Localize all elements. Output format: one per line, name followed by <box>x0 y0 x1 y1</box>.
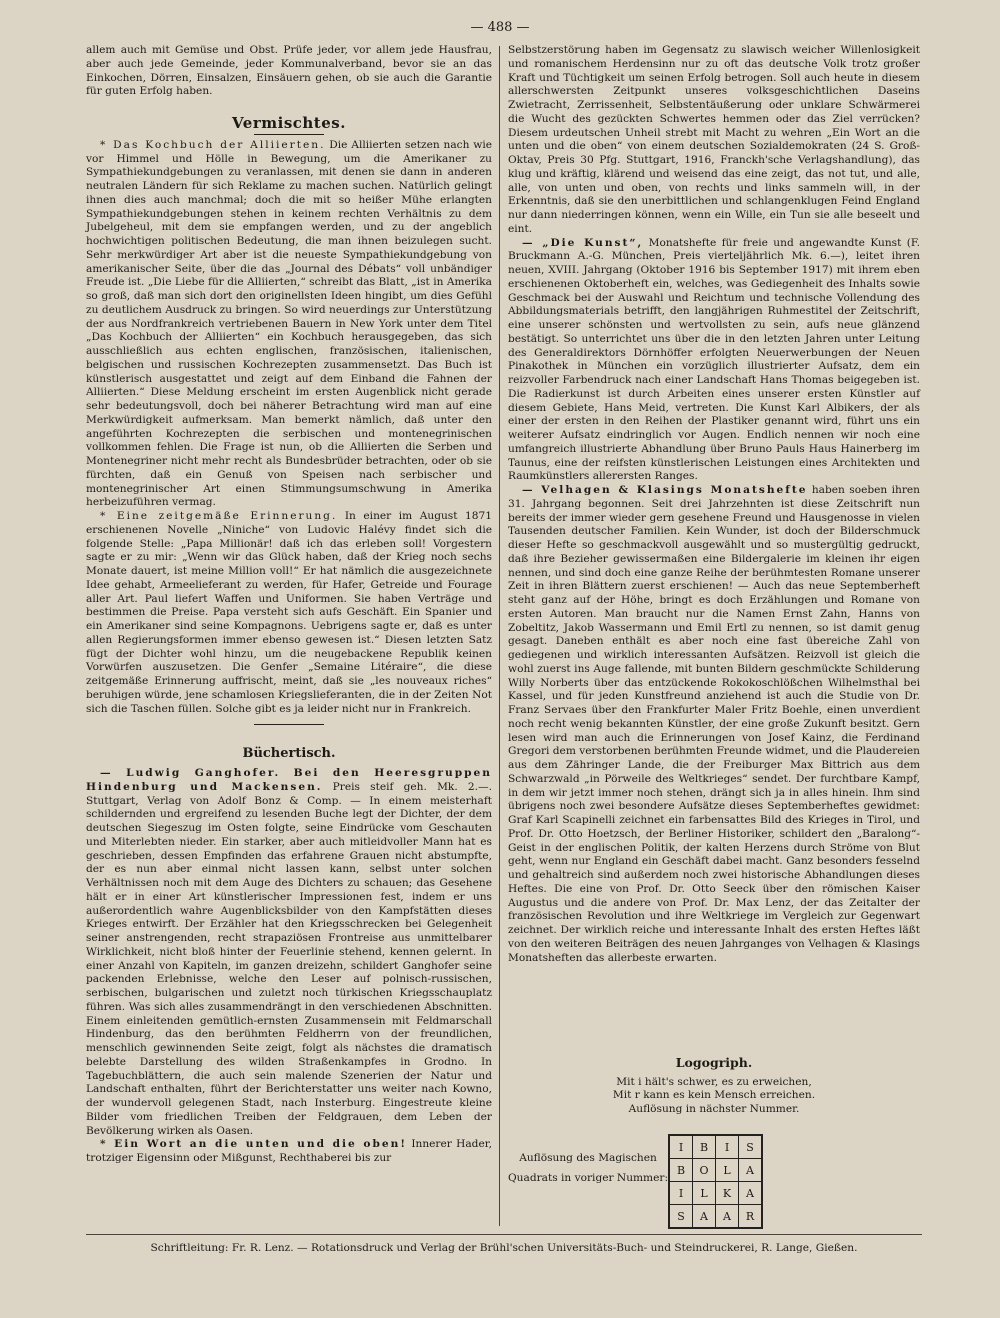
logogriph-title: Logogriph. <box>675 1055 753 1070</box>
magic-square-cell: B <box>669 1159 693 1182</box>
magic-square-cell: O <box>693 1159 716 1182</box>
article-cookbook <box>86 139 492 510</box>
magic-square-cell: I <box>669 1182 693 1205</box>
review-ganghofer-lead: — Ludwig Ganghofer. Bei den Heeresgruppen Hindenburg und Mackensen. <box>86 767 492 793</box>
magic-square-cell: L <box>693 1182 716 1205</box>
magic-square-row <box>669 1159 762 1182</box>
magic-square-row <box>669 1182 762 1205</box>
review-wort-continued: Selbstzerstörung haben im Gegensatz zu slawisch weicher Willenlosigkeit und romanischem Herdensinn nur zu oft das deutsche Volk trotz großer Kraft und Tüchtigkeit um seinen Erfolg betrogen. Soll auch heute in diesem allerschwersten Zeitpunkt unseres volksgeschichtlichen Daseins Zwietracht, Zerrissenheit, Selbstentäußerung oder unklare Schwärmerei die Wucht des gezückten Schwertes hemmen oder das Ziel verrücken? Diesem urdeutschen Unheil strebt mit Macht zu wehren „Ein Wort an die unten und die oben“ von einem deutschen Sozialdemokraten (24 S. Groß-Oktav, Preis 30 Pfg. Stuttgart, 1916, Franckh'sche Verlagshandlung), das klug und kräftig, klärend und weisend das eine zeigt, das not tut, und alle, alle, von unten und oben, von rechts und links sammeln will, in der Erkenntnis, daß sie den unerbittlichen und schlangenklugen Feind England nur dann niederringen können, wenn ein Wille, ein Tun sie alle beseelt und eint. <box>508 44 920 235</box>
magic-square-cell: A <box>716 1205 739 1229</box>
footer-rule <box>86 1234 922 1235</box>
logogriph-line-1: Mit i hält's schwer, es zu erweichen, <box>616 1075 812 1088</box>
magic-square-cell: A <box>739 1182 763 1205</box>
right-column <box>508 44 920 965</box>
article-reminder <box>86 510 492 716</box>
section-heading-books: Büchertisch. <box>242 746 336 762</box>
review-kunst-lead: — „Die Kunst“, <box>522 236 644 249</box>
logogriph-box <box>508 1056 920 1116</box>
review-velhagen-text: haben soeben ihren 31. Jahrgang begonnen. Seit drei Jahrzehnten ist diese Zeitschrift nun bereits der immer wieder gern gesehene Freund und Hausgenosse in vielen Tausenden deutscher Familien. Kein Wunder, ist doch der Bilderschmuck dieser Hefte so geschmackvoll ausgewählt und so mustergültig gedruckt, daß ihre Bezieher gewissermaßen eine Bildergalerie im kleinen ihr eigen nennen, und sind doch eine ganze Reihe der berühmtesten Romane unserer Zeit in ihren Blättern zuerst erschienen! — Auch das neue Septemberheft steht ganz auf der Höhe, bringt es doch Erzählungen und Romane von ersten Autoren. Man braucht nur die Namen Ernst Zahn, Hanns von Zobeltitz, Jakob Wassermann und Emil Ertl zu nennen, so ist damit genug gesagt. Daneben enthält es aber noch eine fast übereiche Zahl von gediegenen und wirklich interessanten Aufsätzen. Reizvoll ist gleich die wohl zuerst ins Auge fallende, mit bunten Bildern geschmückte Schilderung Willy Norberts über das entzückende Rokokoschlößchen Wilhelmsthal bei Kassel, und für jeden Kunstfreund anziehend ist auch die Studie von Dr. Franz Servaes über den Frankfurter Maler Fritz Boehle, einen unverdient noch recht wenig bekannten Künstler, der eine große Zukunft besitzt. Gern lesen wird man auch die Erinnerungen von Josef Kainz, die Ferdinand Gregori dem verstorbenen berühmten Freunde widmet, und die Plaudereien aus dem Zähringer Lande, die der Freiburger Max Bittrich aus dem Schwarzwald „in Pörweile des Weltkrieges“ sendet. Der furchtbare Kampf, in dem wir jetzt immer noch stehen, drängt sich ja in alles hinein. Ihm sind übrigens noch zwei besondere Aufsätze dieses Septemberheftes gewidmet: Graf Karl Scapinelli zeichnet ein farbensattes Bild des Krieges in Tirol, und Prof. Dr. Otto Hoetzsch, der Berliner Historiker, schildert den „Baralong“-Geist in der englischen Politik, der kalten Herzens durch Ströme von Blut geht, wenn nur England ein Geschäft dabei macht. Ganz besonders fesselnd und gehaltreich sind außerdem noch zwei historische Abhandlungen dieses Heftes. Die eine von Prof. Dr. Otto Seeck über den römischen Kaiser Augustus und die andere von Prof. Dr. Max Lenz, der das Zeitalter der französischen Revolution und ihre Weltkriege im Vergleich zur Gegenwart zeichnet. Der wirklich reiche und interessante Inhalt des ersten Heftes läßt von den weiteren Beiträgen des neuen Jahrganges von Velhagen & Klasings Monatsheften das allerbeste erwarten. <box>508 484 920 964</box>
article-cookbook-lead: * Das Kochbuch der Alliierten. <box>100 138 326 151</box>
review-kunst-text: Monatshefte für freie und angewandte Kunst (F. Bruckmann A.-G. München, Preis vierteljährlich Mk. 6.—), leitet ihren neuen, XVIII. Jahrgang (Oktober 1916 bis September 1917) mit ihrem eben erschienenen Oktoberheft ein, welches, was Gediegenheit des Inhalts sowie Geschmack bei der Auswahl und Reichtum und technische Vollendung des Abbildungsmaterials betrifft, den langjährigen Ruhmestitel der Zeitschrift, eine unserer schönsten und wertvollsten zu sein, aufs neue glänzend bestätigt. So unterrichtet uns über die in den letzten Jahren unter Leitung des Generaldirektors Dörnhöffer erfolgten Neuerwerbungen der Neuen Pinakothek in München ein vorzüglich illustrierter Aufsatz, dem ein reizvoller Farbendruck nach einer Landschaft Hans Thomas beigegeben ist. Die Radierkunst ist durch Arbeiten eines unserer ersten Künstler auf diesem Gebiete, Hans Meid, vertreten. Die Kunst Karl Albikers, der als einer der ersten in den Reihen der Plastiker genannt wird, führt uns ein weiterer Aufsatz eindringlich vor Augen. Endlich nennen wir noch eine umfangreich illustrierte Abhandlung über Bruno Pauls Haus Hainerberg im Taunus, eine der reifsten künstlerischen Leistungen eines Architekten und Raumkünstlers allerersten Ranges. <box>508 236 920 483</box>
magic-square-cell: I <box>716 1135 739 1159</box>
magic-square-cell: R <box>739 1205 763 1229</box>
review-velhagen-lead: — Velhagen & Klasings Monatshefte <box>522 484 808 496</box>
magic-square-cell: A <box>739 1159 763 1182</box>
review-velhagen <box>508 484 920 965</box>
magic-square-cell: S <box>669 1205 693 1229</box>
page-number: — 488 — <box>470 20 530 35</box>
heading-underline <box>254 134 324 135</box>
logogriph-line-2: Mit r kann es kein Mensch erreichen. <box>612 1089 816 1101</box>
logogriph-solution-note: Auflösung in nächster Nummer. <box>628 1102 800 1115</box>
magic-square-row <box>669 1135 762 1159</box>
article-reminder-text: In einer im August 1871 erschienenen Novelle „Niniche“ von Ludovic Halévy findet sich die folgende Stelle: „Papa Millionär! daß ich das erleben soll! Vorgestern sagte er zu mir: „Wenn wir das Glück haben, daß der Krieg noch sechs Monate dauert, ist meine Million voll!“ Er hat nämlich die ausgezeichnete Idee gehabt, Armeelieferant zu werden, für Hafer, Getreide und Fourage aller Art. Paul liefert Waffen und Uniformen. Sie haben Verträge und bestimmen die Preise. Papa versteht sich aufs Geschäft. Ein Spanier und ein Amerikaner sind seine Kompagnons. Uebrigens sagte er, daß es unter allen Regierungsformen immer ebenso gewesen ist.“ Diesen letzten Satz fügt der Dichter wohl hinzu, um die neugebackene Republik keinen Vorwürfen auszusetzen. Die Genfer „Semaine Litéraire“, die diese zeitgemäße Erinnerung auffrischt, meint, daß sie „les nouveaux riches“ beruhigen würde, jene schamlosen Kriegslieferanten, die in der Zeiten Not sich die Taschen füllen. Solche gibt es ja leider nicht nur in Frankreich. <box>86 510 492 715</box>
magic-square-cell: A <box>693 1205 716 1229</box>
review-ganghofer <box>86 767 492 1138</box>
magic-square-cell: K <box>716 1182 739 1205</box>
magic-square-label: Auflösung des Magischen Quadrats in voriger Nummer: <box>508 1152 669 1184</box>
article-reminder-lead: * Eine zeitgemäße Erinnerung. <box>100 510 338 522</box>
review-kunst <box>508 237 920 485</box>
review-wort <box>86 1138 492 1166</box>
magic-square-cell: L <box>716 1159 739 1182</box>
intro-paragraph: allem auch mit Gemüse und Obst. Prüfe jeder, vor allem jede Hausfrau, aber auch jede Gemeinde, jeder Kommunalverband, bevor sie an das Einkochen, Dörren, Einsalzen, Einsäuern gehen, ob sie auch die Garantie für guten Erfolg haben. <box>86 44 492 98</box>
left-column <box>86 44 492 1166</box>
section-heading-misc: Vermischtes. <box>86 117 492 135</box>
imprint-footer: Schriftleitung: Fr. R. Lenz. — Rotationsdruck und Verlag der Brühl'schen Universitäts-Buch- und Steindruckerei, R. Lange, Gießen. <box>150 1242 858 1254</box>
review-wort-lead: * Ein Wort an die unten und die oben! <box>100 1138 407 1151</box>
magic-square-cell: I <box>669 1135 693 1159</box>
column-divider <box>499 46 500 1226</box>
magic-square-row <box>669 1205 762 1229</box>
magic-square-cell: S <box>739 1135 763 1159</box>
magic-square-grid <box>668 1134 763 1229</box>
article-cookbook-text: Die Alliierten setzen nach wie vor Himmel und Hölle in Bewegung, um die Amerikaner zu Sympathiekundgebungen zu veranlassen, mit denen sie dann in anderen neutralen Ländern für sich Reklame zu machen suchen. Natürlich gelingt ihnen dies auch manchmal; doch die mit so heißer Mühe erlangten Sympathiekundgebungen stehen in keinem rechten Verhältnis zu dem Jubelgeheul, mit dem sie empfangen werden, und zu der angeblich hochwichtigen politischen Bedeutung, die man ihnen beizulegen sucht. Sehr merkwürdiger Art aber ist die neueste Sympathiekundgebung von amerikanischer Seite, über die das „Journal des Débats“ voll unbändiger Freude ist. „Die Liebe für die Alliierten,“ schreibt das Blatt, „ist in Amerika so groß, daß man sich dort den originellsten Ideen hingibt, um dies Gefühl zu deutlichem Ausdruck zu bringen. So wird neuerdings zur Unterstützung der aus Nordfrankreich vertriebenen Bauern in New York unter dem Titel „Das Kochbuch der Alliierten“ ein Kochbuch herausgegeben, das sich ausschließlich aus echten englischen, französischen, italienischen, belgischen und russischen Kochrezepten zusammensetzt. Das Buch ist künstlerisch ausgestattet und zeigt auf dem Einband die Fahnen der Alliierten.“ Diese Meldung erscheint im ersten Augenblick nicht gerade sehr bedeutungsvoll, doch bei näherer Betrachtung wird man auf eine Merkwürdigkeit aufmerksam. Man bemerkt nämlich, daß unter den angeführten Kochrezepten die serbischen und montenegrinischen vollkommen fehlen. Die Frage ist nun, ob die Alliierten die Serben und Montenegriner nicht mehr recht als Bundesbrüder betrachten, oder ob sie fürchten, daß ein Genuß von Speisen nach serbischer und montenegrinischer Art einen Stimmungsumschwung in Amerika herbeizuführen vermag. <box>86 138 492 509</box>
magic-square-cell: B <box>693 1135 716 1159</box>
section-divider <box>254 724 324 725</box>
review-wort-text: Innerer Hader, trotziger Eigensinn oder Mißgunst, Rechthaberei bis zur <box>86 1138 492 1164</box>
review-ganghofer-text: Preis steif geh. Mk. 2.—. Stuttgart, Verlag von Adolf Bonz & Comp. — In einem meisterhaft schildernden und ergreifend zu lesenden Buche legt der Dichter, der dem deutschen Siegeszug im Osten folgte, seine Eindrücke vom Geschauten und Miterlebten nieder. Ein starker, aber auch mitleidvoller Mann hat es geschrieben, dessen Empfinden das erfahrene Grauen nicht abstumpfte, der es nun aber einmal nicht lassen kann, selbst unter solchen Verhältnissen noch mit dem Auge des Dichters zu schauen; das Gesehene hält er in einer Art künstlerischer Impressionen fest, indem er uns außerordentlich wahre Augenblicksbilder von den Kampfstätten dieses Krieges entwirft. Der Erzähler hat den Kriegsschrecken bei Gelegenheit seiner anstrengenden, recht strapaziösen Frontreise aus unmittelbarer Wirklichkeit, nicht bloß hinter der Feuerlinie stehend, kennen gelernt. In einer Anzahl von Kapiteln, im ganzen dreizehn, schildert Ganghofer seine packenden Erlebnisse, welche den Leser auf polnisch-russischen, serbischen, bulgarischen und zuletzt noch türkischen Kriegsschauplatz führen. Was sich alles zusammendrängt in den verschiedenen Abschnitten. Einem einleitenden gemütlich-ernsten Zusammensein mit Feldmarschall Hindenburg, das den berühmten Feldherrn von der freundlichen, menschlich gewinnenden Seite zeigt, folgt als nächstes die dramatisch belebte Darstellung des wilden Straßenkampfes in Grodno. In Tagebuchblättern, die auch sein malende Szenerien der Natur und Landschaft enthalten, führt der Berichterstatter uns weiter nach Kowno, der wundervoll gelegenen Stadt, nach Insterburg. Eingestreute kleine Bilder vom friedlichen Treiben der Feldgrauen, dem Leben der Bevölkerung wirken als Oasen. <box>86 780 492 1137</box>
